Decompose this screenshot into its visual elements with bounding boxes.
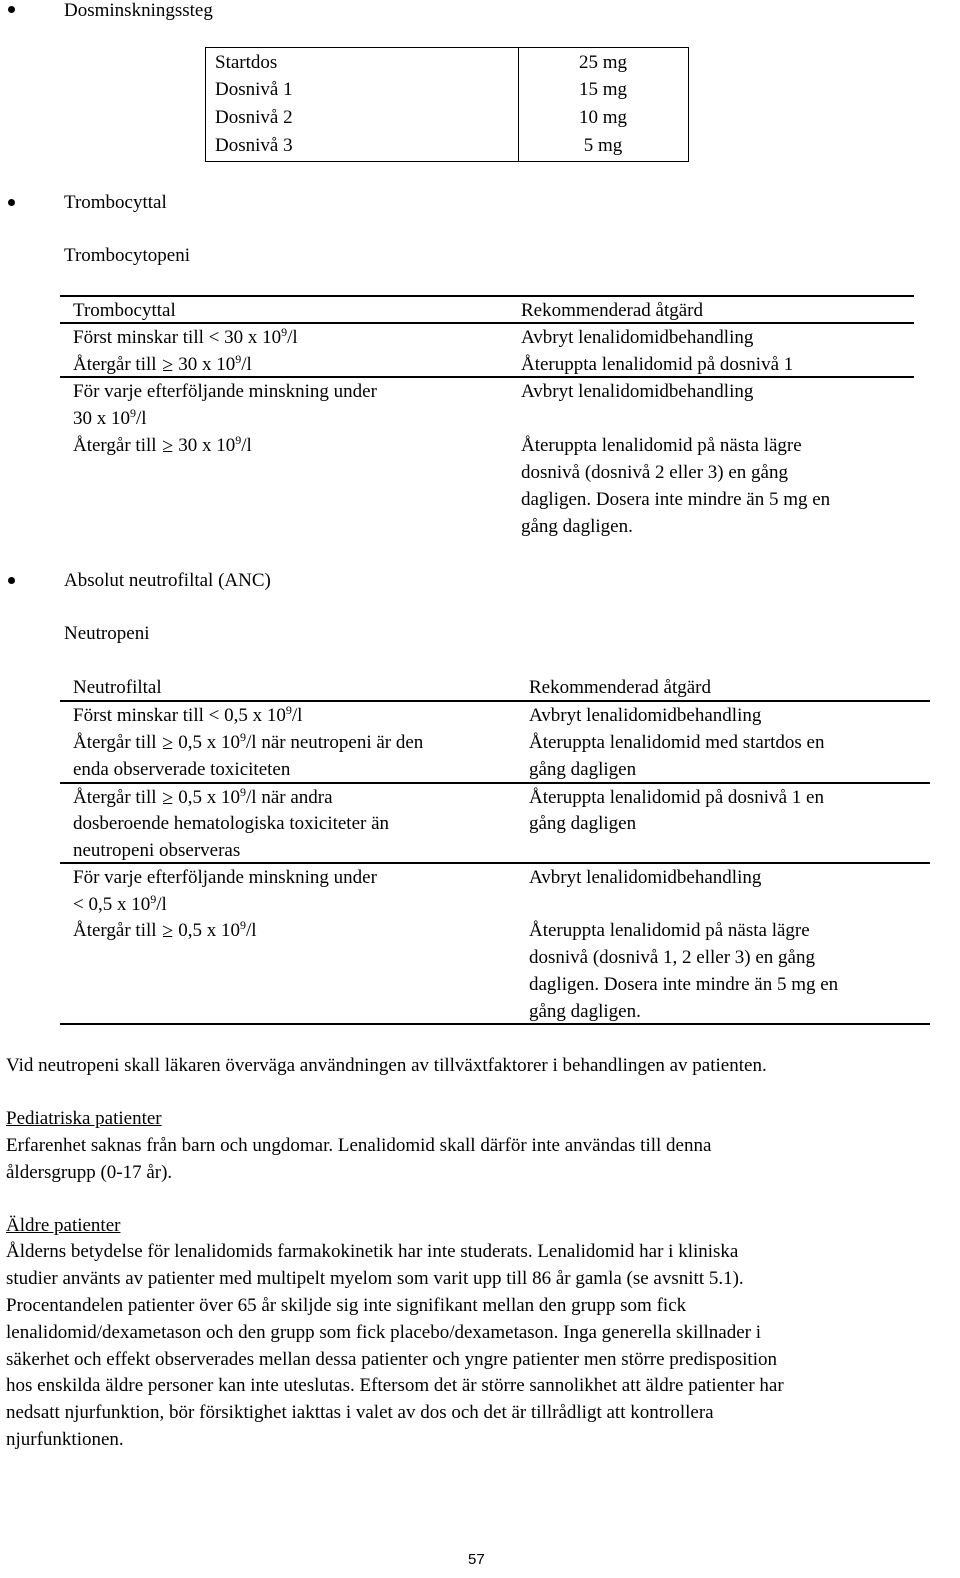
text: /l när andra: [246, 787, 333, 808]
text: /l: [241, 435, 252, 456]
section-heading-pediatric: Pediatriska patienter: [6, 1108, 162, 1129]
paragraph-line: njurfunktionen.: [6, 1429, 124, 1450]
table-cell: dosnivå (dosnivå 2 eller 3) en gång: [521, 462, 788, 483]
text: Återgår till: [73, 787, 157, 808]
table-cell: För varje efterföljande minskning under: [73, 381, 377, 402]
paragraph-line: Erfarenhet saknas från barn och ungdomar. Lenalidomid skall därför inte användas till denna: [6, 1135, 712, 1156]
superscript: 9: [150, 892, 157, 906]
table-cell: gång dagligen.: [529, 1001, 641, 1022]
text: 30 x 10: [178, 354, 236, 375]
paragraph-line: Procentandelen patienter över 65 år skiljde sig inte signifikant mellan den grupp som fick: [6, 1295, 687, 1316]
superscript: 9: [235, 433, 242, 447]
text: Först minskar till < 30 x 10: [73, 327, 282, 348]
table-cell: dosberoende hematologiska toxiciteter än: [73, 813, 390, 834]
text: /l: [156, 894, 167, 915]
table-header-cell: Rekommenderad åtgärd: [529, 677, 712, 698]
table-cell: Avbryt lenalidomidbehandling: [521, 381, 754, 402]
table-cell: Avbryt lenalidomidbehandling: [521, 327, 754, 348]
text: 0,5 x 10: [178, 920, 241, 941]
table-cell: [73, 894, 167, 916]
table-cell: dosnivå (dosnivå 1, 2 eller 3) en gång: [529, 947, 815, 968]
table-top-rule: [60, 295, 914, 297]
neutropenia-note: Vid neutropeni skall läkaren överväga användningen av tillväxtfaktorer i behandlingen av patienten.: [6, 1055, 767, 1076]
text: /l: [136, 408, 147, 429]
paragraph-line: hos enskilda äldre personer kan inte uteslutas. Eftersom det är större sannolikhet att äldre patienter har: [6, 1375, 784, 1396]
superscript: 9: [235, 352, 242, 366]
paragraph-line: säkerhet och effekt observerades mellan dessa patienter och yngre patienter men större predisposition: [6, 1349, 777, 1370]
text: /l: [291, 705, 303, 726]
table-header-cell: Neutrofiltal: [73, 677, 162, 698]
section-subtitle: Trombocytopeni: [64, 245, 190, 266]
text: Återgår till: [73, 354, 157, 375]
table-cell: dagligen. Dosera inte mindre än 5 mg en: [521, 489, 831, 510]
bullet-anc: Absolut neutrofiltal (ANC): [64, 570, 271, 591]
text: 0,5 x 10: [178, 787, 241, 808]
table-cell: gång dagligen: [529, 759, 637, 780]
table-cell: gång dagligen: [529, 813, 637, 834]
table-cell: Återgår till ≥ 0,5 x $10^9/l$ när neutropeni är den: [73, 730, 424, 754]
bullet-dot: [8, 577, 15, 584]
bullet-dot: [8, 6, 15, 13]
table-row-rule: [60, 782, 930, 784]
paragraph-line: Ålderns betydelse för lenalidomids farmakokinetik har inte studerats. Lenalidomid har i kliniska: [6, 1241, 739, 1262]
table-cell: Återuppta lenalidomid på dosnivå 1 en: [529, 787, 824, 808]
paragraph-line: lenalidomid/dexametason och den grupp som fick placebo/dexametason. Inga generella skillnader i: [6, 1322, 761, 1343]
superscript: 9: [130, 406, 136, 420]
text: 0,5 x 10: [178, 732, 241, 753]
dose-label: Dosnivå 1: [215, 79, 293, 100]
table-cell: Återuppta lenalidomid på dosnivå 1: [521, 354, 794, 375]
superscript: 9: [240, 730, 247, 744]
table-cell: [73, 408, 147, 430]
table-row-rule: [60, 862, 930, 864]
superscript: 9: [240, 785, 247, 799]
bullet-dot: [8, 199, 15, 206]
bullet-trombocyttal: Trombocyttal: [64, 192, 167, 213]
section-subtitle: Neutropeni: [64, 623, 150, 644]
table-cell: För varje efterföljande minskning under: [73, 867, 377, 888]
text: < 0,5 x 10: [73, 894, 151, 915]
text: Återgår till: [73, 732, 157, 753]
text: /l när neutropeni är den: [246, 732, 424, 753]
table-cell: Återuppta lenalidomid med startdos en: [529, 732, 825, 753]
text: /l: [246, 920, 257, 941]
dose-value: 10 mg: [578, 107, 628, 128]
paragraph-line: nedsatt njurfunktion, bör försiktighet iakttas i valet av dos och det är tillrådligt att kontrollera: [6, 1402, 714, 1423]
text: Först minskar till < 0,5 x 10: [73, 705, 286, 726]
dose-label: Dosnivå 3: [215, 135, 293, 156]
dose-label: Dosnivå 2: [215, 107, 293, 128]
superscript: 9: [281, 325, 288, 339]
table-cell: Återgår till ≥ 30 x $10^9/l$: [73, 352, 252, 376]
paragraph-line: åldersgrupp (0-17 år).: [6, 1162, 173, 1183]
table-cell: [73, 705, 302, 727]
dose-value: 25 mg: [578, 52, 628, 73]
table-cell: enda observerade toxiciteten: [73, 759, 291, 780]
dose-label: Startdos: [215, 52, 278, 73]
table-header-cell: Rekommenderad åtgärd: [521, 300, 704, 321]
page-number: 57: [468, 1551, 485, 1568]
table-cell: Avbryt lenalidomidbehandling: [529, 705, 762, 726]
table-header-rule: [60, 322, 914, 324]
bullet-dosminskningssteg: Dosminskningssteg: [64, 0, 213, 21]
table-bottom-rule: [60, 1023, 930, 1025]
text: /l: [287, 327, 298, 348]
table-cell: Återuppta lenalidomid på nästa lägre: [529, 920, 810, 941]
section-heading-elderly: Äldre patienter: [6, 1215, 121, 1236]
table-header-rule: [60, 700, 930, 702]
table-cell: dagligen. Dosera inte mindre än 5 mg en: [529, 974, 839, 995]
table-cell: Återgår till ≥ 0,5 x $10^9/l$: [73, 918, 257, 942]
text: 30 x 10: [73, 408, 130, 429]
dose-value: 15 mg: [578, 79, 628, 100]
table-cell: Återgår till ≥ 0,5 x $10^9/l$ när andra: [73, 785, 333, 809]
paragraph-line: studier använts av patienter med multipelt myelom som varit upp till 86 år gamla (se avsnitt 5.1).: [6, 1268, 744, 1289]
table-row-rule: [60, 376, 914, 378]
dose-value: 5 mg: [583, 135, 623, 156]
table-cell: Återgår till ≥ 30 x $10^9/l$: [73, 433, 252, 457]
table-cell: Återuppta lenalidomid på nästa lägre: [521, 435, 802, 456]
text: Återgår till: [73, 920, 157, 941]
table-cell: neutropeni observeras: [73, 840, 241, 861]
table-cell: Avbryt lenalidomidbehandling: [529, 867, 762, 888]
superscript: 9: [285, 703, 292, 717]
text: Återgår till: [73, 435, 157, 456]
table-header-cell: Trombocyttal: [73, 300, 176, 321]
superscript: 9: [240, 918, 247, 932]
table-cell: [73, 327, 298, 349]
text: /l: [241, 354, 252, 375]
text: 30 x 10: [178, 435, 236, 456]
table-cell: gång dagligen.: [521, 516, 633, 537]
